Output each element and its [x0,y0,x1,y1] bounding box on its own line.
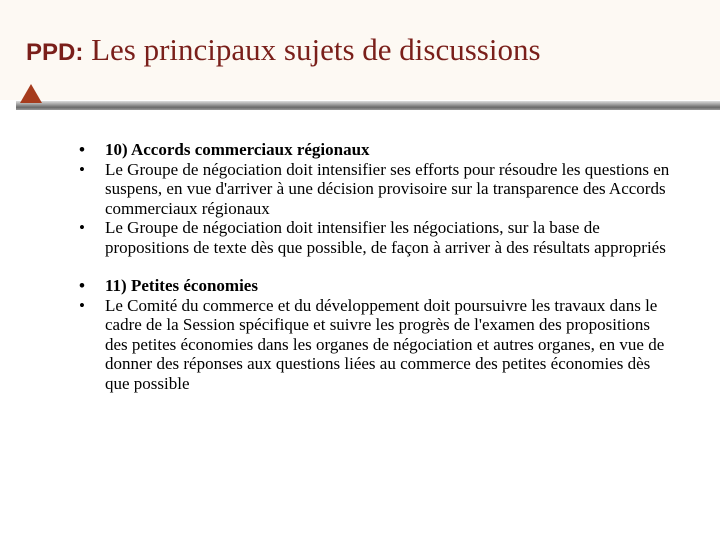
slide-title [26,30,541,73]
section-petites-economies [76,276,672,393]
title-text: Les principaux sujets de discussions [83,32,541,67]
triangle-icon [20,84,42,103]
title-divider [16,101,720,110]
bullet-point: • Le Comité du commerce et du développement doit poursuivre les travaux dans le cadre de la Session spécifique et suivre les progrès de l'examen des propositions des petites économies dans les organes de négociation et autres organes, en vue de donner des réponses aux questions liées au commerce des petites économies dès que possible [76,296,672,394]
slide-header [0,0,720,100]
section-accords [76,140,672,257]
bullet-point: • Le Groupe de négociation doit intensifier les négociations, sur la base de propositions de texte dès que possible, de façon à arriver à des résultats appropriés [76,218,672,257]
slide-content [76,140,672,393]
section-heading: • 10) Accords commerciaux régionaux [76,140,672,160]
title-prefix: PPD: [26,39,84,66]
bullet-point: • Le Groupe de négociation doit intensifier ses efforts pour résoudre les questions en suspens, en vue d'arriver à une décision provisoire sur la transparence des Accords commerciaux régionaux [76,160,672,219]
section-heading: • 11) Petites économies [76,276,672,296]
